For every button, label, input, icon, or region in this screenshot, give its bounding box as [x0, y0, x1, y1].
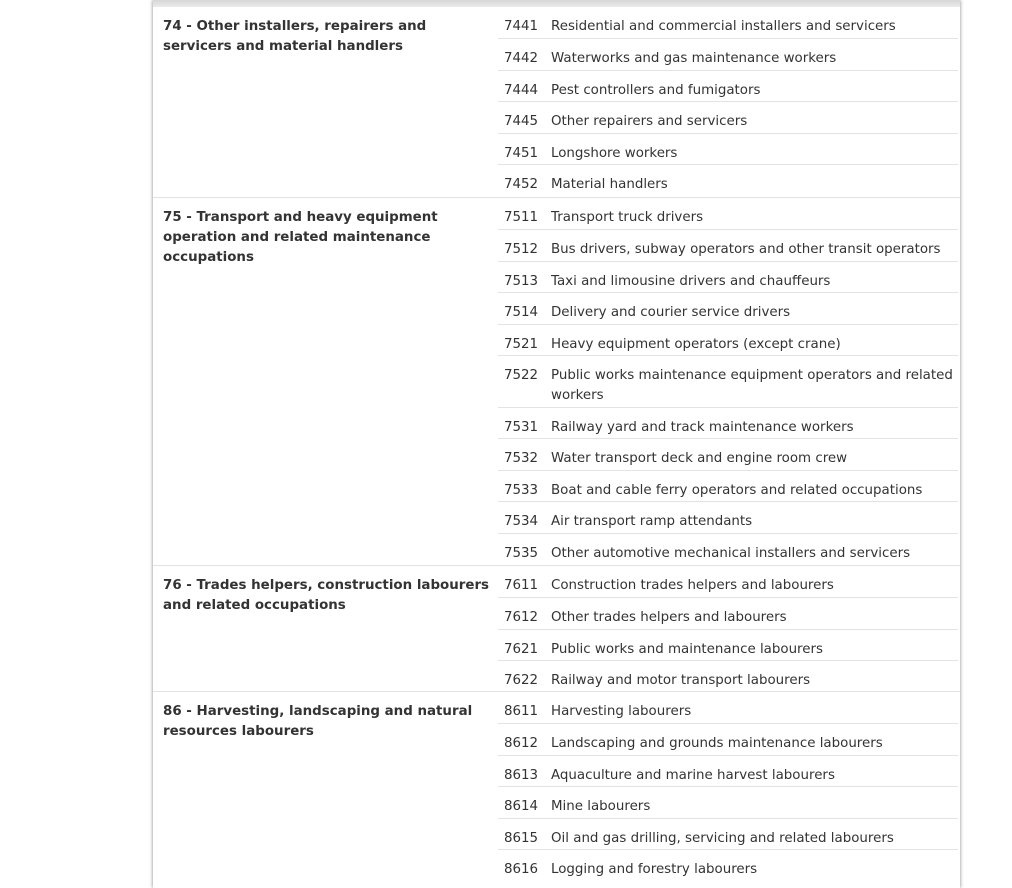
occupation-code: 7531 — [504, 420, 539, 435]
occupation-table — [153, 0, 960, 888]
occupation-label: Railway yard and track maintenance workers — [551, 420, 854, 435]
table-row — [498, 566, 958, 597]
group-title: 75 - Transport and heavy equipment operation and related maintenance occupations — [163, 210, 438, 265]
table-row — [498, 692, 958, 723]
table-row — [498, 355, 958, 407]
occupation-label: Public works and maintenance labourers — [551, 642, 823, 657]
table-row — [498, 818, 958, 850]
table-row — [498, 101, 958, 133]
table-row — [498, 198, 958, 229]
occupation-label: Aquaculture and marine harvest labourers — [551, 768, 835, 783]
table-row — [498, 533, 958, 565]
occupation-code: 8611 — [504, 704, 539, 719]
occupation-code: 7511 — [504, 210, 539, 225]
table-row — [498, 407, 958, 439]
table-row — [498, 229, 958, 261]
occupation-code: 7522 — [504, 368, 539, 383]
table-row — [498, 7, 958, 38]
occupation-label: Construction trades helpers and labourers — [551, 578, 834, 593]
occupation-code: 7534 — [504, 514, 539, 529]
table-row — [498, 849, 958, 881]
occupation-code: 7445 — [504, 114, 539, 129]
occupation-label: Landscaping and grounds maintenance labourers — [551, 736, 883, 751]
table-row — [498, 164, 958, 196]
table-row — [498, 292, 958, 324]
occupation-code: 7532 — [504, 451, 539, 466]
group-title: 74 - Other installers, repairers and servicers and material handlers — [163, 19, 427, 54]
occupation-code: 7512 — [504, 242, 539, 257]
occupation-label: Mine labourers — [551, 799, 651, 814]
occupation-label: Bus drivers, subway operators and other transit operators — [551, 242, 941, 257]
occupation-code: 8612 — [504, 736, 539, 751]
group-86 — [153, 691, 960, 888]
occupation-code: 7533 — [504, 483, 539, 498]
occupation-code: 7612 — [504, 610, 539, 625]
occupation-label: Heavy equipment operators (except crane) — [551, 337, 841, 352]
occupation-code: 7442 — [504, 51, 539, 66]
occupation-label: Oil and gas drilling, servicing and related labourers — [551, 831, 894, 846]
table-row — [498, 438, 958, 470]
table-row — [498, 38, 958, 70]
table-row — [498, 501, 958, 533]
table-row — [498, 629, 958, 661]
table-row — [498, 597, 958, 629]
occupation-code: 7444 — [504, 83, 539, 98]
table-row — [498, 660, 958, 692]
occupation-label: Boat and cable ferry operators and related occupations — [551, 483, 923, 498]
table-row — [498, 70, 958, 102]
occupation-label: Water transport deck and engine room crew — [551, 451, 848, 466]
occupation-label: Public works maintenance equipment operators and related workers — [551, 368, 953, 403]
occupation-code: 7611 — [504, 578, 539, 593]
group-75 — [153, 197, 960, 566]
occupation-label: Other automotive mechanical installers and servicers — [551, 546, 911, 561]
table-row — [498, 133, 958, 165]
group-76 — [153, 565, 960, 692]
occupation-label: Waterworks and gas maintenance workers — [551, 51, 837, 66]
table-top-edge — [153, 0, 960, 7]
occupation-label: Delivery and courier service drivers — [551, 305, 791, 320]
occupation-code: 7622 — [504, 673, 539, 688]
occupation-code: 7452 — [504, 177, 539, 192]
occupation-code: 8615 — [504, 831, 539, 846]
occupation-code: 7535 — [504, 546, 539, 561]
occupation-code: 7621 — [504, 642, 539, 657]
occupation-label: Railway and motor transport labourers — [551, 673, 811, 688]
occupation-code: 8614 — [504, 799, 539, 814]
occupation-code: 7514 — [504, 305, 539, 320]
occupation-label: Longshore workers — [551, 146, 678, 161]
occupation-code: 8613 — [504, 768, 539, 783]
table-row — [498, 261, 958, 293]
occupation-label: Residential and commercial installers and servicers — [551, 19, 896, 34]
occupation-label: Harvesting labourers — [551, 704, 692, 719]
table-row — [498, 786, 958, 818]
occupation-label: Other repairers and servicers — [551, 114, 748, 129]
occupation-label: Pest controllers and fumigators — [551, 83, 761, 98]
occupation-label: Other trades helpers and labourers — [551, 610, 787, 625]
group-74 — [153, 7, 960, 197]
occupation-code: 7451 — [504, 146, 539, 161]
group-title: 76 - Trades helpers, construction labourers and related occupations — [163, 578, 490, 613]
table-row — [498, 470, 958, 502]
occupation-label: Material handlers — [551, 177, 668, 192]
occupation-code: 7513 — [504, 274, 539, 289]
occupation-label: Logging and forestry labourers — [551, 862, 758, 877]
table-row — [498, 723, 958, 755]
occupation-label: Air transport ramp attendants — [551, 514, 753, 529]
occupation-label: Transport truck drivers — [551, 210, 704, 225]
occupation-code: 8616 — [504, 862, 539, 877]
table-row — [498, 324, 958, 356]
group-title: 86 - Harvesting, landscaping and natural resources labourers — [163, 704, 473, 739]
table-row — [498, 755, 958, 787]
occupation-label: Taxi and limousine drivers and chauffeurs — [551, 274, 831, 289]
occupation-code: 7441 — [504, 19, 539, 34]
occupation-code: 7521 — [504, 337, 539, 352]
